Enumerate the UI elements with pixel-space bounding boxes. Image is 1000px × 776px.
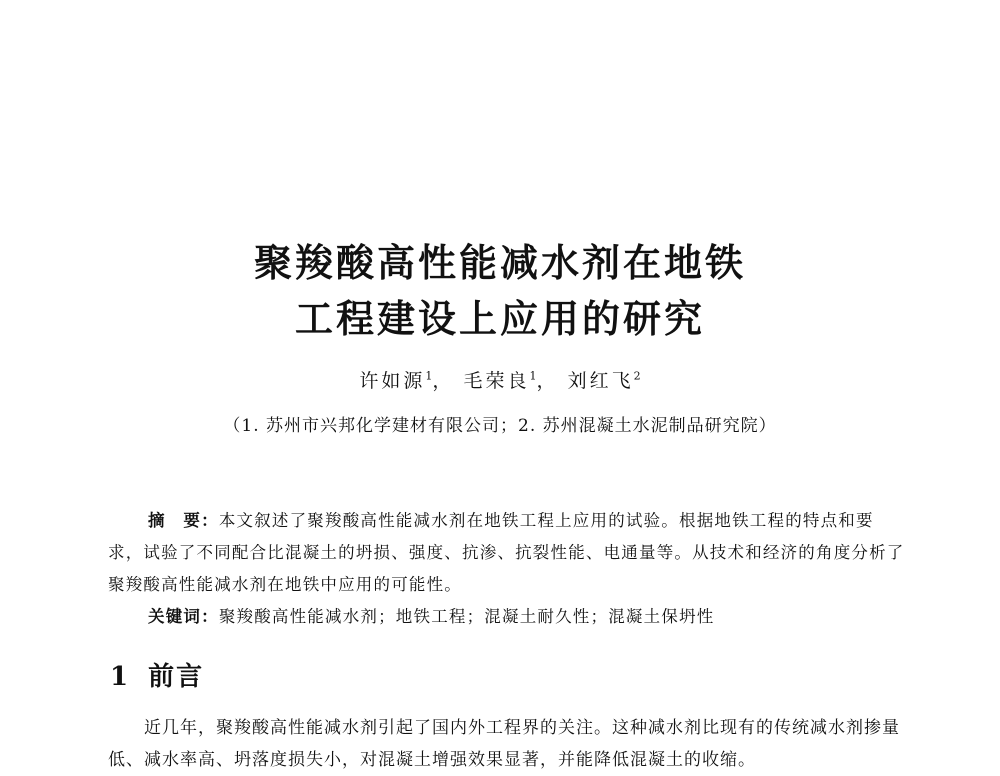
author-affiliation-mark: 1 bbox=[425, 369, 433, 383]
paper-title-line-1: 聚羧酸高性能减水剂在地铁 bbox=[253, 240, 746, 285]
author-separator: ， bbox=[432, 370, 455, 392]
abstract-label: 摘 要： bbox=[148, 511, 219, 530]
keywords-text: 聚羧酸高性能减水剂；地铁工程；混凝土耐久性；混凝土保坍性 bbox=[218, 607, 715, 626]
abstract bbox=[108, 505, 908, 601]
author-separator: ， bbox=[536, 370, 559, 392]
author-affiliation-mark: 2 bbox=[633, 369, 641, 383]
author-name: 刘红飞 bbox=[567, 370, 634, 392]
author-list bbox=[0, 366, 1000, 393]
body-paragraph: 近几年，聚羧酸高性能减水剂引起了国内外工程界的关注。这种减水剂比现有的传统减水剂掺量低、减水率高、坍落度损失小，对混凝土增强效果显著，并能降低混凝土的收缩。 bbox=[108, 718, 900, 770]
section-heading bbox=[110, 656, 204, 693]
author-name: 许如源 bbox=[359, 370, 426, 392]
author-name: 毛荣良 bbox=[463, 370, 530, 392]
section-title: 前言 bbox=[148, 662, 205, 692]
affiliations: （1. 苏州市兴邦化学建材有限公司；2. 苏州混凝土水泥制品研究院） bbox=[223, 416, 777, 436]
abstract-text: 本文叙述了聚羧酸高性能减水剂在地铁工程上应用的试验。根据地铁工程的特点和要求，试验了不同配合比混凝土的坍损、强度、抗渗、抗裂性能、电通量等。从技术和经济的角度分析了聚羧酸高性能减水剂在地铁中应用的可能性。 bbox=[108, 511, 905, 594]
section-number: 1 bbox=[110, 662, 131, 692]
author-affiliation-mark: 1 bbox=[529, 369, 537, 383]
paper-title-line-2: 工程建设上应用的研究 bbox=[294, 296, 705, 341]
keywords-label: 关键词： bbox=[148, 607, 219, 626]
keywords bbox=[108, 601, 908, 633]
